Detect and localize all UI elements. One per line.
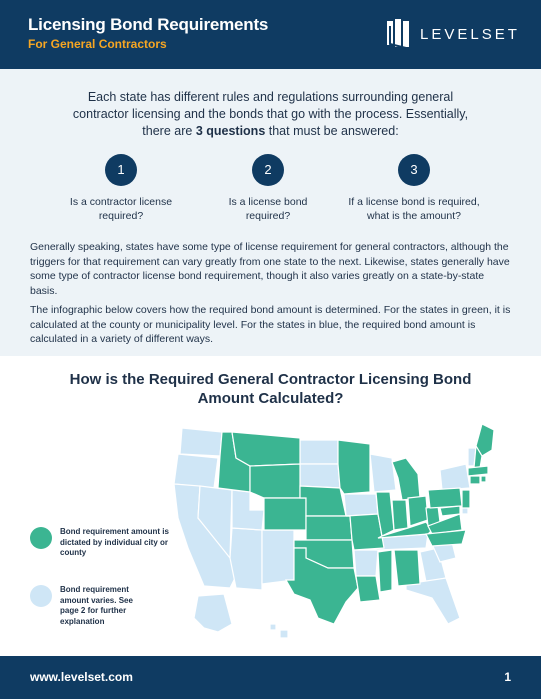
intro-lead-text: Each state has different rules and regulations surrounding general contractor licensing and the bonds that go with the process. Essentially, there are	[72, 90, 469, 138]
levelset-logo-icon	[386, 18, 412, 50]
page-header	[0, 0, 541, 69]
step-3	[344, 154, 484, 223]
state-ma	[468, 466, 488, 476]
state-al	[394, 550, 420, 586]
page-subtitle: For General Contractors	[28, 37, 167, 51]
legend-swatch-green	[30, 527, 52, 549]
state-ks	[306, 516, 352, 540]
step-question: If a license bond is required, what is the amount?	[348, 196, 480, 222]
intro-section	[0, 69, 541, 356]
state-nd	[300, 440, 338, 464]
state-ar	[354, 550, 378, 576]
state-ri	[481, 476, 486, 482]
levelset-wordmark: LEVELSET	[420, 26, 520, 43]
state-az	[230, 528, 262, 590]
intro-lead	[60, 89, 481, 140]
footer-website-link[interactable]: www.levelset.com	[30, 670, 133, 684]
step-question: Is a contractor license required?	[69, 196, 173, 222]
state-ne	[300, 486, 346, 516]
step-number: 3	[398, 154, 430, 186]
state-hi	[270, 624, 276, 630]
step-question: Is a license bond required?	[228, 196, 308, 222]
state-sd	[300, 464, 340, 488]
step-number: 2	[252, 154, 284, 186]
state-oh	[408, 496, 428, 526]
step-2	[198, 154, 338, 223]
state-ct	[470, 476, 480, 484]
intro-lead-text-end: that must be answered:	[265, 124, 399, 138]
state-pa	[428, 488, 462, 508]
legend-label: Bond requirement amount varies. See page 2 for further explanation	[60, 585, 133, 626]
intro-lead-bold: 3 questions	[195, 124, 266, 138]
levelset-logo[interactable]	[386, 18, 520, 50]
state-mt	[232, 432, 300, 466]
state-la	[356, 576, 380, 602]
us-map	[170, 418, 500, 648]
map-title: How is the Required General Contractor Licensing Bond Amount Calculated?	[69, 371, 472, 407]
state-nm	[262, 530, 294, 584]
state-nj	[462, 490, 470, 508]
state-co	[264, 498, 306, 530]
body-paragraph: The infographic below covers how the required bond amount is determined. For the states in green, it is calculated at the county or municipality level. For the states in blue, the required bond amount is calculated in a variety of different ways.	[30, 304, 511, 345]
state-in	[392, 500, 408, 530]
step-number: 1	[105, 154, 137, 186]
state-wa	[180, 428, 222, 456]
state-mn	[338, 440, 370, 494]
state-wi	[370, 454, 396, 492]
body-paragraph: Generally speaking, states have some type of license requirement for general contractors, although the triggers for that requirement can vary greatly from one state to the next. Likewise, states generally have some type of contractor license bond requirement, though it also varies greatly on a state-by-state basis.	[30, 241, 510, 297]
state-wy	[250, 464, 300, 498]
state-md	[440, 506, 460, 516]
step-1	[51, 154, 191, 223]
state-ia	[344, 494, 378, 516]
state-ms	[378, 550, 392, 592]
page-title: Licensing Bond Requirements	[28, 15, 269, 34]
state-ak	[194, 594, 232, 632]
state-ny	[440, 464, 470, 490]
state-mi	[392, 458, 420, 500]
legend-label: Bond requirement amount is dictated by individual city or county	[60, 527, 169, 557]
state-hi-2	[280, 630, 288, 638]
state-or	[174, 454, 218, 488]
legend-swatch-blue	[30, 585, 52, 607]
page-number: 1	[504, 670, 511, 684]
page-footer	[0, 656, 541, 699]
